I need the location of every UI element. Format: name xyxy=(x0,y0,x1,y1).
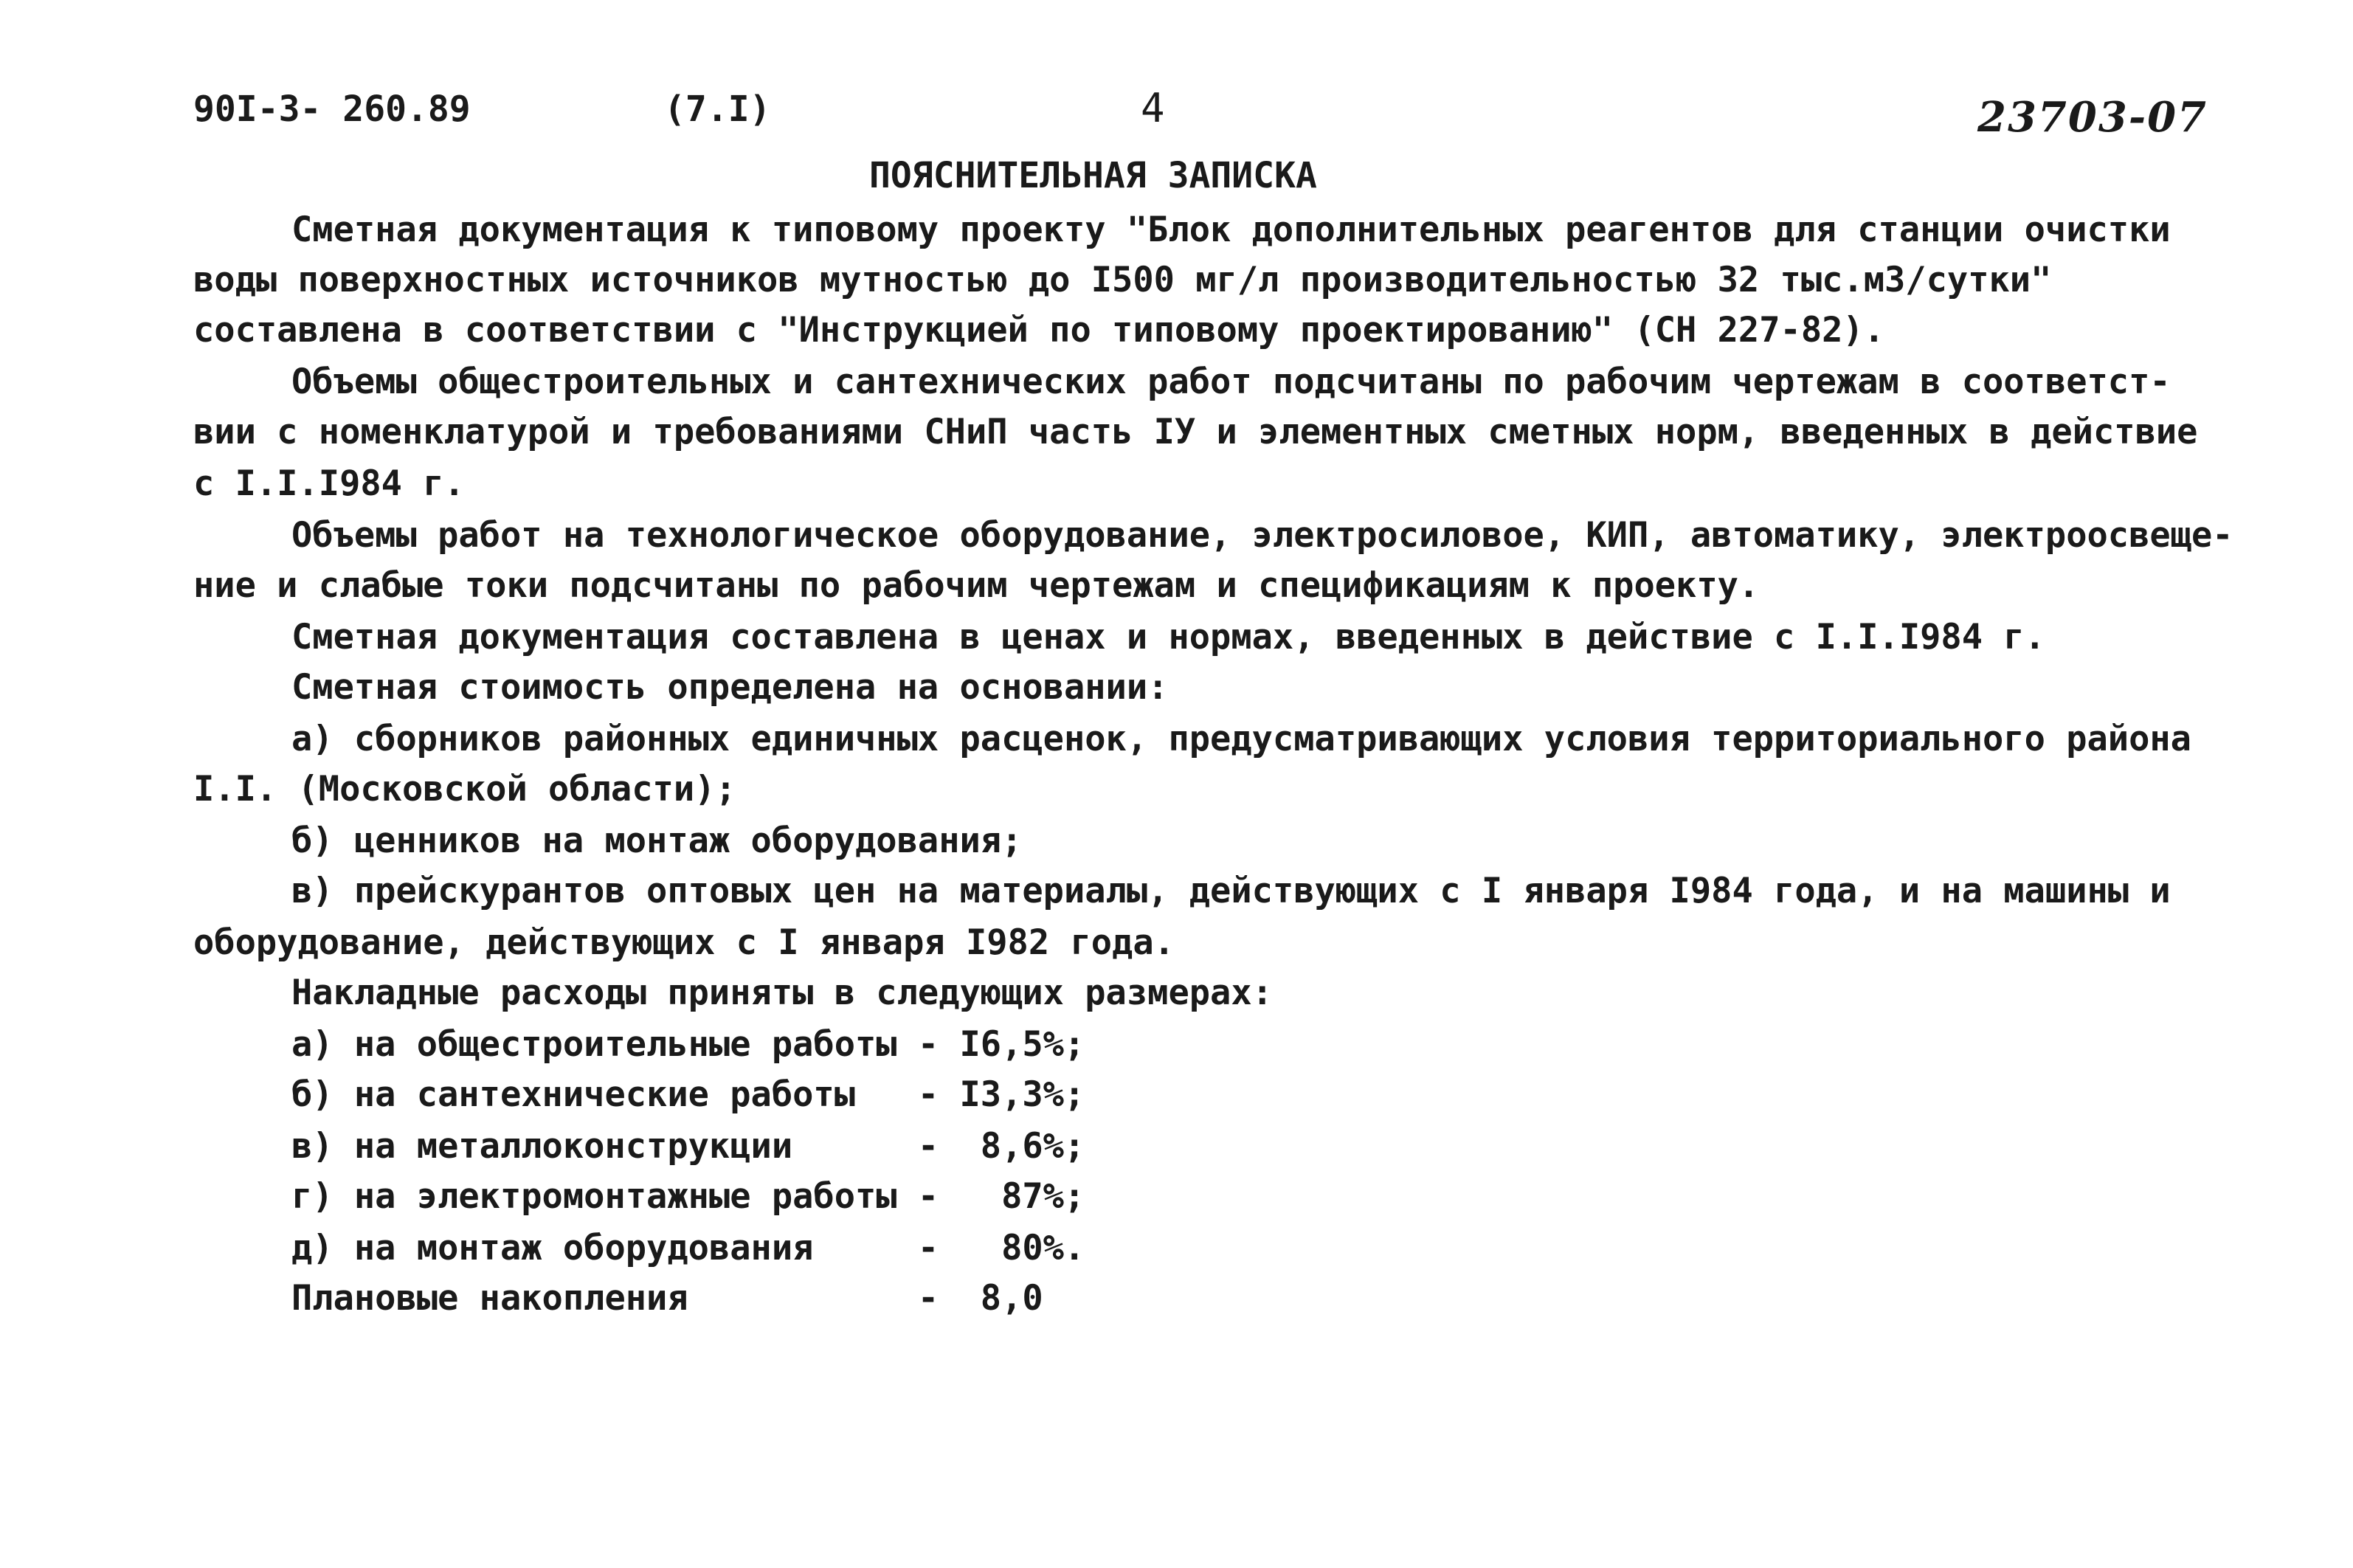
text-line: с I.I.I984 г. xyxy=(193,463,465,504)
text-line: Накладные расходы приняты в следующих размерах: xyxy=(291,973,1273,1013)
handwritten-inventory-number: 23703-07 xyxy=(1977,93,2208,142)
text-line: составлена в соответствии с "Инструкцией по типовому проектированию" (СН 227-82). xyxy=(193,310,1885,350)
text-line: Сметная документация составлена в ценах и нормах, введенных в действие с I.I.I984 г. xyxy=(291,617,2045,657)
text-line: б) ценников на монтаж оборудования; xyxy=(291,821,1023,861)
text-line: Объемы общестроительных и сантехнических работ подсчитаны по рабочим чертежам в соответст- xyxy=(291,362,2171,402)
text-line: Сметная документация к типовому проекту "Блок дополнительных реагентов для станции очистки xyxy=(291,210,2171,250)
text-line: ние и слабые токи подсчитаны по рабочим чертежам и спецификациям к проекту. xyxy=(193,565,1760,606)
overhead-rate-line: б) на сантехнические работы - I3,3%; xyxy=(291,1074,1085,1115)
text-line: вии с номенклатурой и требованиями СНиП часть IУ и элементных сметных норм, введенных в действие xyxy=(193,412,2198,452)
planned-savings-line: Плановые накопления - 8,0 xyxy=(291,1278,1043,1319)
text-line: воды поверхностных источников мутностью до I500 мг/л производительностью 32 тыс.м3/сутки" xyxy=(193,260,2052,300)
text-line: оборудование, действующих с I января I982 года. xyxy=(193,922,1175,963)
page-number: 4 xyxy=(1141,85,1165,131)
document-title: ПОЯСНИТЕЛЬНАЯ ЗАПИСКА xyxy=(869,155,1317,196)
text-line: Объемы работ на технологическое оборудование, электросиловое, КИП, автоматику, электроосвеще- xyxy=(291,515,2233,556)
sheet-reference: (7.I) xyxy=(664,89,771,130)
overhead-rate-line: в) на металлоконструкции - 8,6%; xyxy=(291,1126,1085,1167)
overhead-rate-line: а) на общестроительные работы - I6,5%; xyxy=(291,1024,1085,1065)
text-line: а) сборников районных единичных расценок, предусматривающих условия территориального района xyxy=(291,719,2191,759)
text-line: Сметная стоимость определена на основании: xyxy=(291,667,1169,708)
text-line: в) прейскурантов оптовых цен на материалы, действующих с I января I984 года, и на машины и xyxy=(291,871,2171,911)
text-line: I.I. (Московской области); xyxy=(193,769,736,809)
overhead-rate-line: д) на монтаж оборудования - 80%. xyxy=(291,1228,1085,1268)
document-code: 90I-3- 260.89 xyxy=(193,89,471,130)
overhead-rate-line: г) на электромонтажные работы - 87%; xyxy=(291,1176,1085,1217)
